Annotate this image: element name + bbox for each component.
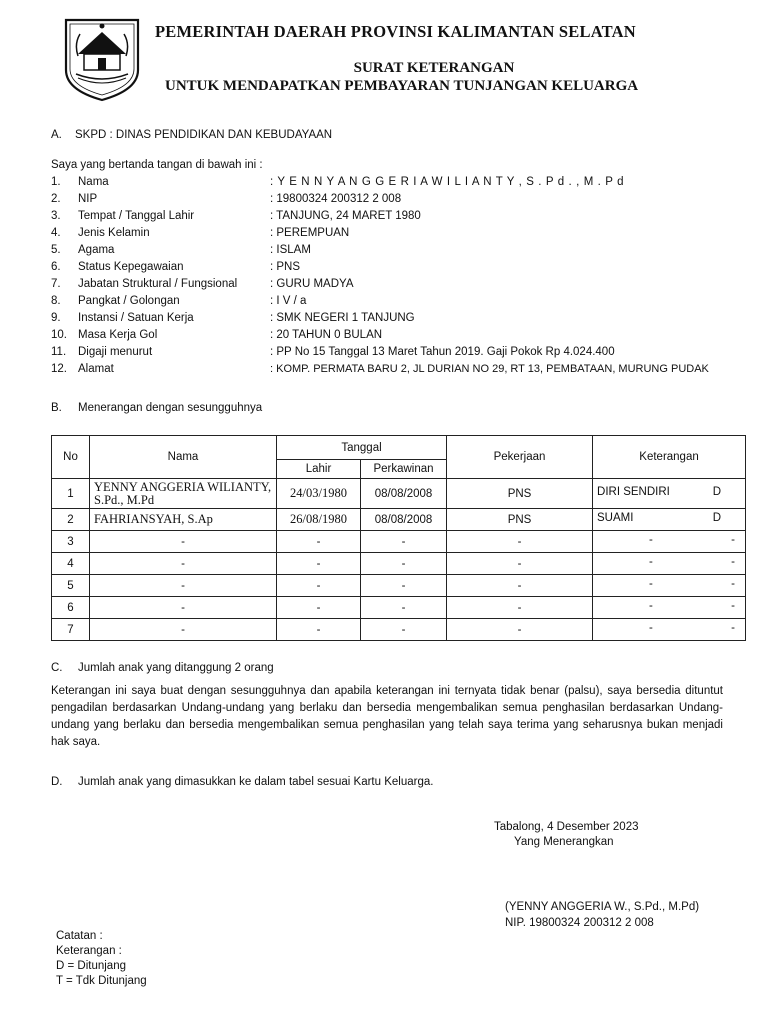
table-row — [52, 553, 746, 575]
row-nama: FAHRIANSYAH, S.Ap — [90, 509, 277, 531]
row-pekerjaan: - — [447, 531, 593, 553]
section-c-marker: C. — [51, 662, 63, 674]
row-pekerjaan: - — [447, 575, 593, 597]
signature-place-date: Tabalong, 4 Desember 2023 — [494, 821, 639, 833]
field-number: 10. — [51, 329, 67, 341]
section-b-text: Menerangan dengan sesungguhnya — [78, 402, 263, 414]
row-no: 2 — [52, 509, 90, 531]
row-lahir: 26/08/1980 — [277, 509, 361, 531]
signature-name: (YENNY ANGGERIA W., S.Pd., M.Pd) — [505, 901, 700, 913]
field-number: 5. — [51, 244, 61, 256]
table-row — [52, 531, 746, 553]
field-label: Status Kepegawaian — [78, 261, 184, 273]
field-number: 9. — [51, 312, 61, 324]
field-label: Jenis Kelamin — [78, 227, 150, 239]
signature-role: Yang Menerangkan — [514, 836, 614, 848]
notes-d: D = Ditunjang — [56, 960, 126, 972]
row-lahir: - — [277, 619, 361, 641]
row-pekerjaan: - — [447, 553, 593, 575]
row-ket-code: - — [731, 622, 736, 634]
field-value: : PNS — [270, 261, 301, 273]
section-c-text: Jumlah anak yang ditanggung 2 orang — [78, 662, 274, 674]
section-d-marker: D. — [51, 776, 63, 788]
row-lahir: - — [277, 553, 361, 575]
row-keterangan — [593, 619, 746, 641]
row-perkawinan: - — [361, 619, 447, 641]
field-label: Nama — [78, 176, 109, 188]
col-header-perkawinan: Perkawinan — [361, 460, 447, 479]
field-label: Jabatan Struktural / Fungsional — [78, 278, 238, 290]
field-value: : KOMP. PERMATA BARU 2, JL DURIAN NO 29, RT 13, PEMBATAAN, MURUNG PUDAK — [270, 363, 709, 375]
government-header: PEMERINTAH DAERAH PROVINSI KALIMANTAN SELATAN — [155, 22, 636, 41]
section-a-intro: Saya yang bertanda tangan di bawah ini : — [51, 159, 263, 171]
field-number: 4. — [51, 227, 61, 239]
row-no: 7 — [52, 619, 90, 641]
section-b-marker: B. — [51, 402, 62, 414]
row-lahir: 24/03/1980 — [277, 479, 361, 509]
field-value: : PP No 15 Tanggal 13 Maret Tahun 2019. Gaji Pokok Rp 4.024.400 — [270, 346, 615, 358]
row-ket-code: - — [731, 556, 736, 568]
field-label: Instansi / Satuan Kerja — [78, 312, 194, 324]
col-header-tanggal: Tanggal — [277, 436, 447, 460]
row-ket-code: D — [712, 512, 722, 524]
field-value: : I V / a — [270, 295, 307, 307]
document-title: SURAT KETERANGAN — [353, 60, 515, 76]
row-no: 3 — [52, 531, 90, 553]
provincial-seal-logo — [58, 14, 146, 102]
field-number: 3. — [51, 210, 61, 222]
row-lahir: - — [277, 575, 361, 597]
section-a-marker: A. — [51, 129, 62, 141]
row-nama: - — [90, 531, 277, 553]
row-no: 4 — [52, 553, 90, 575]
field-label: Agama — [78, 244, 115, 256]
table-row — [52, 575, 746, 597]
field-number: 11. — [51, 346, 67, 358]
row-ket-text: - — [649, 578, 653, 590]
row-ket-code: - — [731, 534, 736, 546]
field-value: : GURU MADYA — [270, 278, 354, 290]
field-value: : SMK NEGERI 1 TANJUNG — [270, 312, 415, 324]
row-nama: - — [90, 597, 277, 619]
row-nama: - — [90, 619, 277, 641]
field-value: : 19800324 200312 2 008 — [270, 193, 402, 205]
field-label: Pangkat / Golongan — [78, 295, 180, 307]
table-row — [52, 597, 746, 619]
field-number: 1. — [51, 176, 61, 188]
document-subtitle: UNTUK MENDAPATKAN PEMBAYARAN TUNJANGAN KELUARGA — [165, 78, 639, 94]
field-label: Digaji menurut — [78, 346, 153, 358]
field-label: Masa Kerja Gol — [78, 329, 158, 341]
field-number: 12. — [51, 363, 67, 375]
field-number: 7. — [51, 278, 61, 290]
row-lahir: - — [277, 531, 361, 553]
row-no: 5 — [52, 575, 90, 597]
field-value: : 20 TAHUN 0 BULAN — [270, 329, 383, 341]
row-perkawinan: - — [361, 553, 447, 575]
row-ket-code: - — [731, 600, 736, 612]
field-number: 8. — [51, 295, 61, 307]
row-perkawinan: - — [361, 597, 447, 619]
field-label: Tempat / Tanggal Lahir — [78, 210, 195, 222]
row-lahir: - — [277, 597, 361, 619]
table-row — [52, 619, 746, 641]
field-number: 6. — [51, 261, 61, 273]
col-header-keterangan: Keterangan — [593, 436, 746, 479]
row-ket-text: SUAMI — [597, 512, 634, 524]
row-keterangan — [593, 479, 746, 509]
row-no: 6 — [52, 597, 90, 619]
row-pekerjaan: - — [447, 619, 593, 641]
row-perkawinan: - — [361, 575, 447, 597]
row-ket-text: - — [649, 556, 653, 568]
row-perkawinan: - — [361, 531, 447, 553]
field-value: : TANJUNG, 24 MARET 1980 — [270, 210, 421, 222]
row-no: 1 — [52, 479, 90, 509]
row-nama: - — [90, 553, 277, 575]
field-number: 2. — [51, 193, 61, 205]
row-perkawinan: 08/08/2008 — [361, 509, 447, 531]
section-a-skpd: SKPD : DINAS PENDIDIKAN DAN KEBUDAYAAN — [75, 129, 333, 141]
family-table — [51, 435, 746, 641]
row-ket-text: DIRI SENDIRI — [597, 486, 670, 498]
row-keterangan — [593, 597, 746, 619]
field-value: : PEREMPUAN — [270, 227, 350, 239]
row-ket-text: - — [649, 622, 653, 634]
signature-nip: NIP. 19800324 200312 2 008 — [505, 917, 654, 929]
col-header-pekerjaan: Pekerjaan — [447, 436, 593, 479]
col-header-nama: Nama — [90, 436, 277, 479]
row-keterangan — [593, 509, 746, 531]
statement-paragraph: Keterangan ini saya buat dengan sesungguhnya dan apabila keterangan ini ternyata tidak benar (palsu), saya bersedia dituntut pengadilan berdasarkan Undang-undang yang berlaku dan bersedia mengembalikan semua penghasilan berdasarkan Undang-undang yang berlaku dan bersedia mengembalikan semua penghasilan yang telah saya terima yang seharusnya bukan menjadi hak saya. — [51, 685, 723, 748]
table-row — [52, 509, 746, 531]
notes-subtitle: Keterangan : — [56, 945, 122, 957]
row-ket-text: - — [649, 534, 653, 546]
notes-t: T = Tdk Ditunjang — [56, 975, 147, 987]
table-row — [52, 479, 746, 509]
field-label: Alamat — [78, 363, 114, 375]
row-keterangan — [593, 575, 746, 597]
row-keterangan — [593, 531, 746, 553]
field-label: NIP — [78, 193, 98, 205]
row-ket-code: - — [731, 578, 736, 590]
field-value: : Y E N N Y A N G G E R I A W I L I A N T Y , S . P d . , M . P d — [270, 176, 625, 188]
col-header-no: No — [52, 436, 90, 479]
row-keterangan — [593, 553, 746, 575]
row-pekerjaan: PNS — [447, 509, 593, 531]
col-header-lahir: Lahir — [277, 460, 361, 479]
field-value: : ISLAM — [270, 244, 311, 256]
row-perkawinan: 08/08/2008 — [361, 479, 447, 509]
notes-title: Catatan : — [56, 930, 103, 942]
row-nama: YENNY ANGGERIA WILIANTY, S.Pd., M.Pd — [90, 479, 277, 509]
row-ket-code: D — [712, 486, 722, 498]
row-nama: - — [90, 575, 277, 597]
row-pekerjaan: PNS — [447, 479, 593, 509]
row-ket-text: - — [649, 600, 653, 612]
row-pekerjaan: - — [447, 597, 593, 619]
section-d-text: Jumlah anak yang dimasukkan ke dalam tabel sesuai Kartu Keluarga. — [78, 776, 434, 788]
